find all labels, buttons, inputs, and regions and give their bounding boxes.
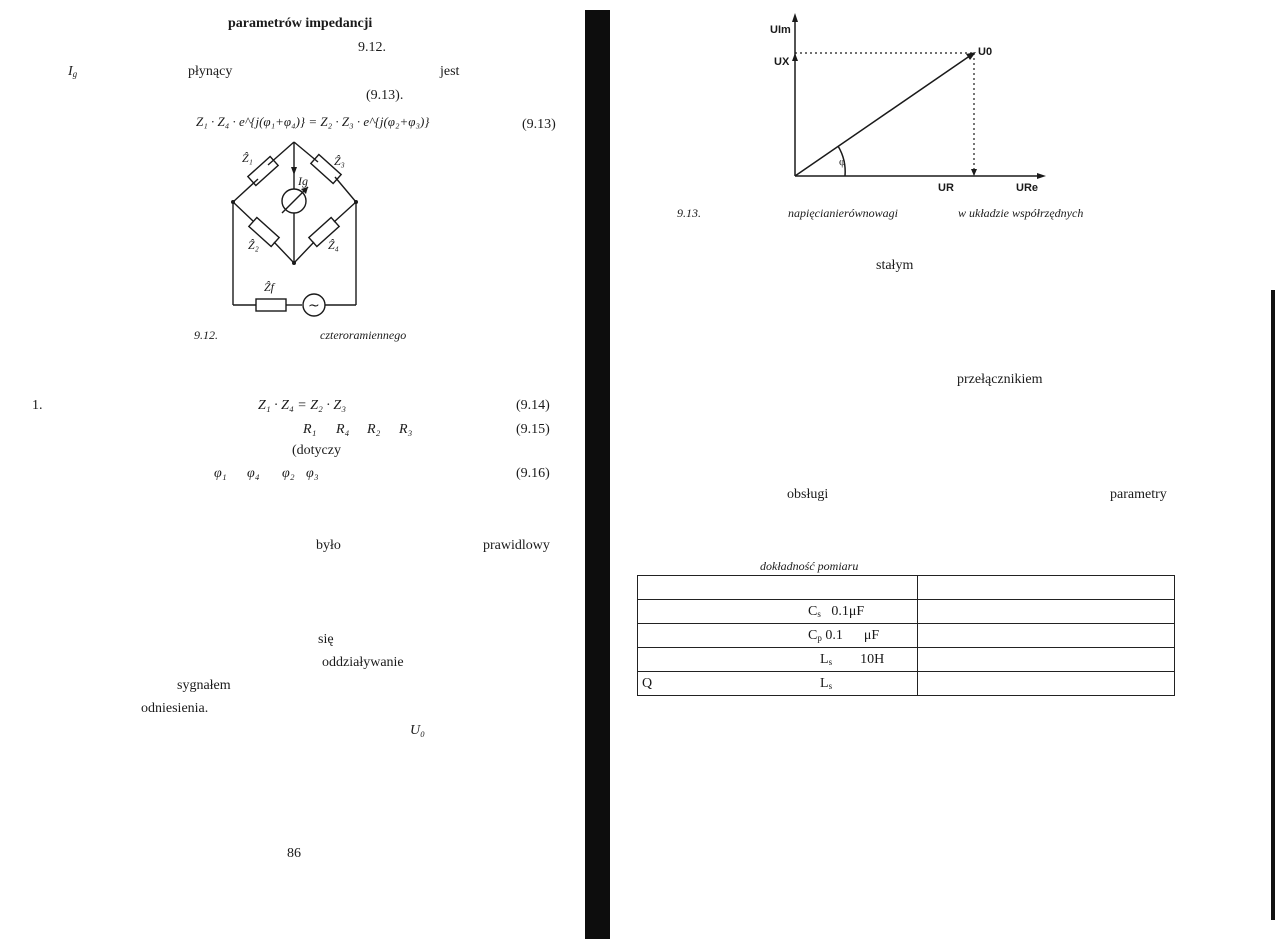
- z4-label: Ẑ₄: [328, 238, 339, 252]
- equation-9-14: Z₁ · Z₄ = Z₂ · Z₃: [258, 398, 347, 413]
- fig-9-12-caption: czteroramiennego: [320, 328, 407, 342]
- eq-9-15-r4: R₄: [336, 422, 350, 437]
- section-heading: parametrów impedancji: [228, 16, 373, 31]
- y-axis-label: UIm: [770, 24, 791, 36]
- eq-9-16-phi1: φ₁: [214, 466, 227, 481]
- word-dotyczy: (dotyczy: [292, 443, 341, 458]
- fig-9-13-caption-b: w układzie współrzędnych: [958, 206, 1084, 220]
- accuracy-table: [637, 575, 1175, 696]
- eq-9-16-phi3: φ₃: [306, 466, 319, 481]
- word-obslugi: obsługi: [787, 487, 829, 502]
- eq-9-15-r1: R₁: [303, 422, 317, 437]
- equation-number-9-15: (9.15): [516, 422, 550, 437]
- eq-9-16-phi2: φ₂: [282, 466, 295, 481]
- fig-9-13-number: 9.13.: [677, 206, 701, 220]
- equation-9-13: Z₁ · Z₄ · e^{j(φ₁+φ₄)} = Z₂ · Z₃ · e^{j(φ₂+φ₃)}: [196, 114, 430, 129]
- equation-number-9-13: (9.13): [522, 117, 556, 132]
- word-plynacy: płynący: [188, 64, 233, 79]
- x-axis-label: URe: [1016, 182, 1039, 194]
- table-row-cp: $C_p$ 0.1 μF: [808, 628, 880, 643]
- page-edge: [1271, 290, 1275, 920]
- word-oddzialywanie: oddziaływanie: [322, 655, 404, 670]
- word-parametry: parametry: [1110, 487, 1167, 502]
- phi-label: φ: [839, 156, 846, 168]
- fig-9-13-caption-a: napięcianierównowagi: [788, 206, 898, 220]
- eq-9-15-r3: R₃: [399, 422, 413, 437]
- table-row-q-ls: $L_s$: [820, 676, 833, 691]
- eq-9-16-phi4: φ₄: [247, 466, 260, 481]
- table-row-cs: $C_s$ 0.1μF: [808, 604, 865, 619]
- equation-ref: (9.13).: [366, 88, 404, 103]
- ac-symbol: ~: [308, 298, 320, 314]
- word-stalym: stałym: [876, 258, 914, 273]
- ur-label: UR: [938, 182, 954, 194]
- z3-label: Ẑ₃: [334, 154, 345, 168]
- fig-9-12-number: 9.12.: [194, 328, 218, 342]
- table-title: dokładność pomiaru: [760, 559, 859, 573]
- equation-number-9-16: (9.16): [516, 466, 550, 481]
- zf-label: Ẑf: [264, 280, 275, 294]
- u0-symbol: U₀: [410, 723, 425, 738]
- z2-label: Ẑ₂: [248, 238, 259, 252]
- zf-resistor: [256, 299, 286, 311]
- u0-label: U0: [978, 46, 993, 58]
- word-odniesienia: odniesienia.: [141, 701, 209, 716]
- word-sygnalem: sygnałem: [177, 678, 231, 693]
- book-spine: [585, 10, 610, 939]
- word-bylo: było: [316, 538, 341, 553]
- word-jest: jest: [440, 64, 460, 79]
- bridge-circuit-diagram: [220, 135, 370, 320]
- phasor-diagram: [760, 10, 1050, 195]
- z1-label: Ẑ₁: [242, 151, 253, 165]
- word-prawidlowy: prawidlowy: [483, 538, 550, 553]
- page-number: 86: [287, 846, 301, 861]
- ux-label: UX: [774, 56, 790, 68]
- ig-label: Ig: [298, 174, 308, 188]
- table-row-ls: $L_s$ 10H: [820, 652, 885, 667]
- figure-ref: 9.12.: [358, 40, 386, 55]
- current-symbol: $I_g$: [68, 64, 78, 79]
- table-row-q-label: Q: [642, 676, 653, 691]
- equation-number-9-14: (9.14): [516, 398, 550, 413]
- list-item-1: 1.: [32, 398, 43, 413]
- word-sie: się: [318, 632, 334, 647]
- word-przelacznikiem: przełącznikiem: [957, 372, 1043, 387]
- eq-9-15-r2: R₂: [367, 422, 381, 437]
